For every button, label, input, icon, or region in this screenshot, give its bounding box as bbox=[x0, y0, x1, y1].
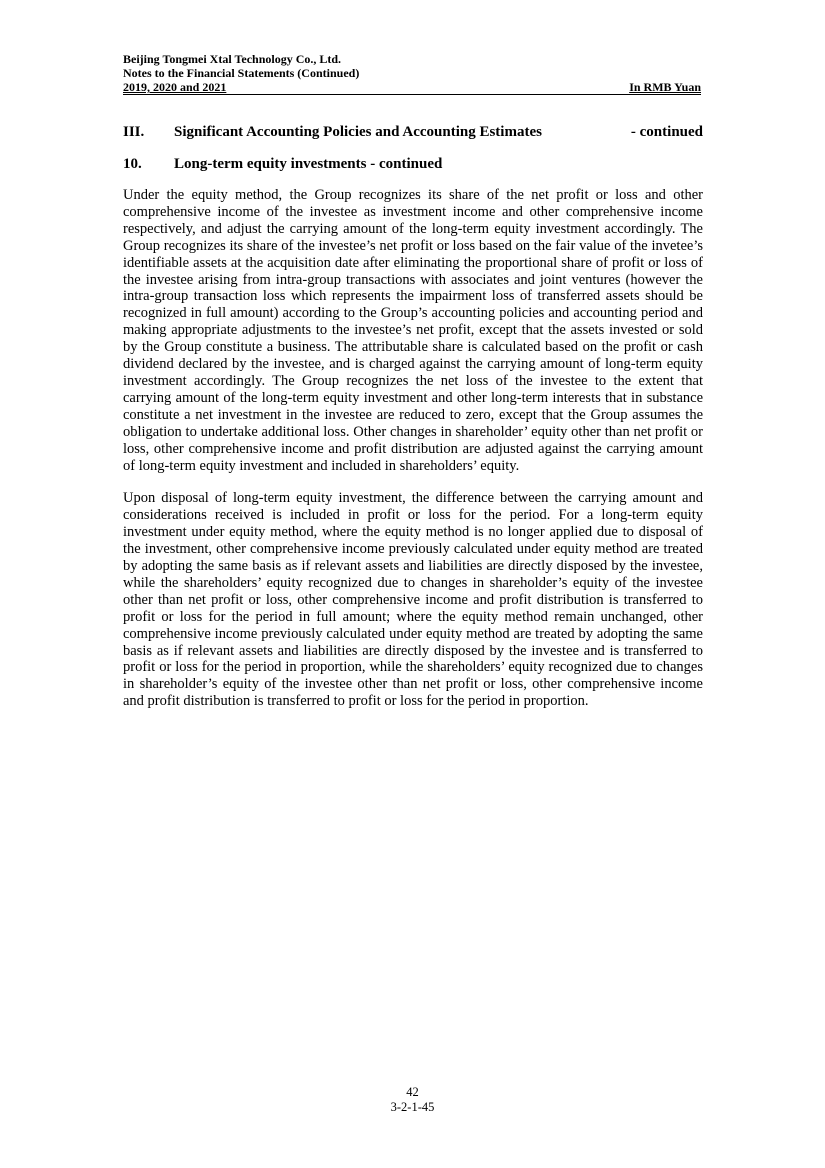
section-title: Significant Accounting Policies and Accounting Estimates bbox=[174, 124, 542, 140]
page-number: 42 bbox=[406, 1085, 419, 1099]
paragraph-equity-method: Under the equity method, the Group recognizes its share of the net profit or loss and other comprehensive income of the investee as investment income and other comprehensive income respectively, and adjust the carrying amount of the long-term equity investment accordingly. The Group recognizes its share of the investee’s net profit or loss based on the fair value of the invetee’s identifiable assets at the acquisition date after eliminating the proportional share of profit or loss of the investee arising from intra-group transactions with associates and joint ventures (however the intra-group transaction loss which represents the impairment loss of transferred assets should be recognized in full amount) according to the Group’s accounting policies and accounting period and making appropriate adjustments to the investee’s net profit, except that the assets invested or sold by the Group constitute a business. The attributable share is calculated based on the profit or cash dividend declared by the investee, and is charged against the carrying amount of long-term equity investment accordingly. The Group recognizes the net loss of the investee to the extent that carrying amount of the long-term equity investment and other long-term interests that in substance constitute a net investment in the investee are reduced to zero, except that the Group assumes the obligation to undertake additional loss. Other changes in shareholder’ equity other than net profit or loss, other comprehensive income and profit distribution are adjusted against the carrying amount of long-term equity investment and included in shareholders’ equity. bbox=[123, 187, 703, 474]
document-reference: 3-2-1-45 bbox=[390, 1099, 435, 1114]
notes-title: Notes to the Financial Statements (Continued) bbox=[123, 66, 360, 80]
page-footer bbox=[0, 1085, 825, 1114]
section-heading bbox=[123, 123, 703, 141]
paragraph-disposal: Upon disposal of long-term equity investment, the difference between the carrying amount and considerations received is included in profit or loss for the period. For a long-term equity investment under equity method, where the equity method is no longer applied due to disposal of the investment, other comprehensive income previously calculated under equity method are treated by adopting the same basis as if relevant assets and liabilities are directly disposed by the investee, while the shareholders’ equity recognized due to changes in shareholder’s equity of the investee other than net profit or loss, other comprehensive income and profit distribution is transferred to profit or loss for the period in full amount; where the equity method remain unchanged, other comprehensive income previously calculated under equity method are treated by adopting the same basis as if relevant assets and liabilities are directly disposed by the investee and is transferred to profit or loss for the period in proportion, while the shareholders’ equity recognized due to changes in shareholder’s equity of the investee other than net profit or loss, other comprehensive income and profit distribution is transferred to profit or loss for the period in proportion. bbox=[123, 490, 703, 710]
report-years: 2019, 2020 and 2021 bbox=[123, 80, 227, 94]
section-number: III. bbox=[123, 124, 145, 140]
company-name: Beijing Tongmei Xtal Technology Co., Ltd. bbox=[123, 52, 342, 66]
subsection-number: 10. bbox=[123, 156, 142, 172]
subsection-title: Long-term equity investments - continued bbox=[174, 156, 443, 172]
document-page bbox=[123, 52, 703, 710]
header-rule bbox=[123, 80, 701, 95]
currency-label: In RMB Yuan bbox=[629, 80, 701, 94]
subsection-heading bbox=[123, 155, 703, 173]
section-continued: - continued bbox=[630, 124, 703, 140]
